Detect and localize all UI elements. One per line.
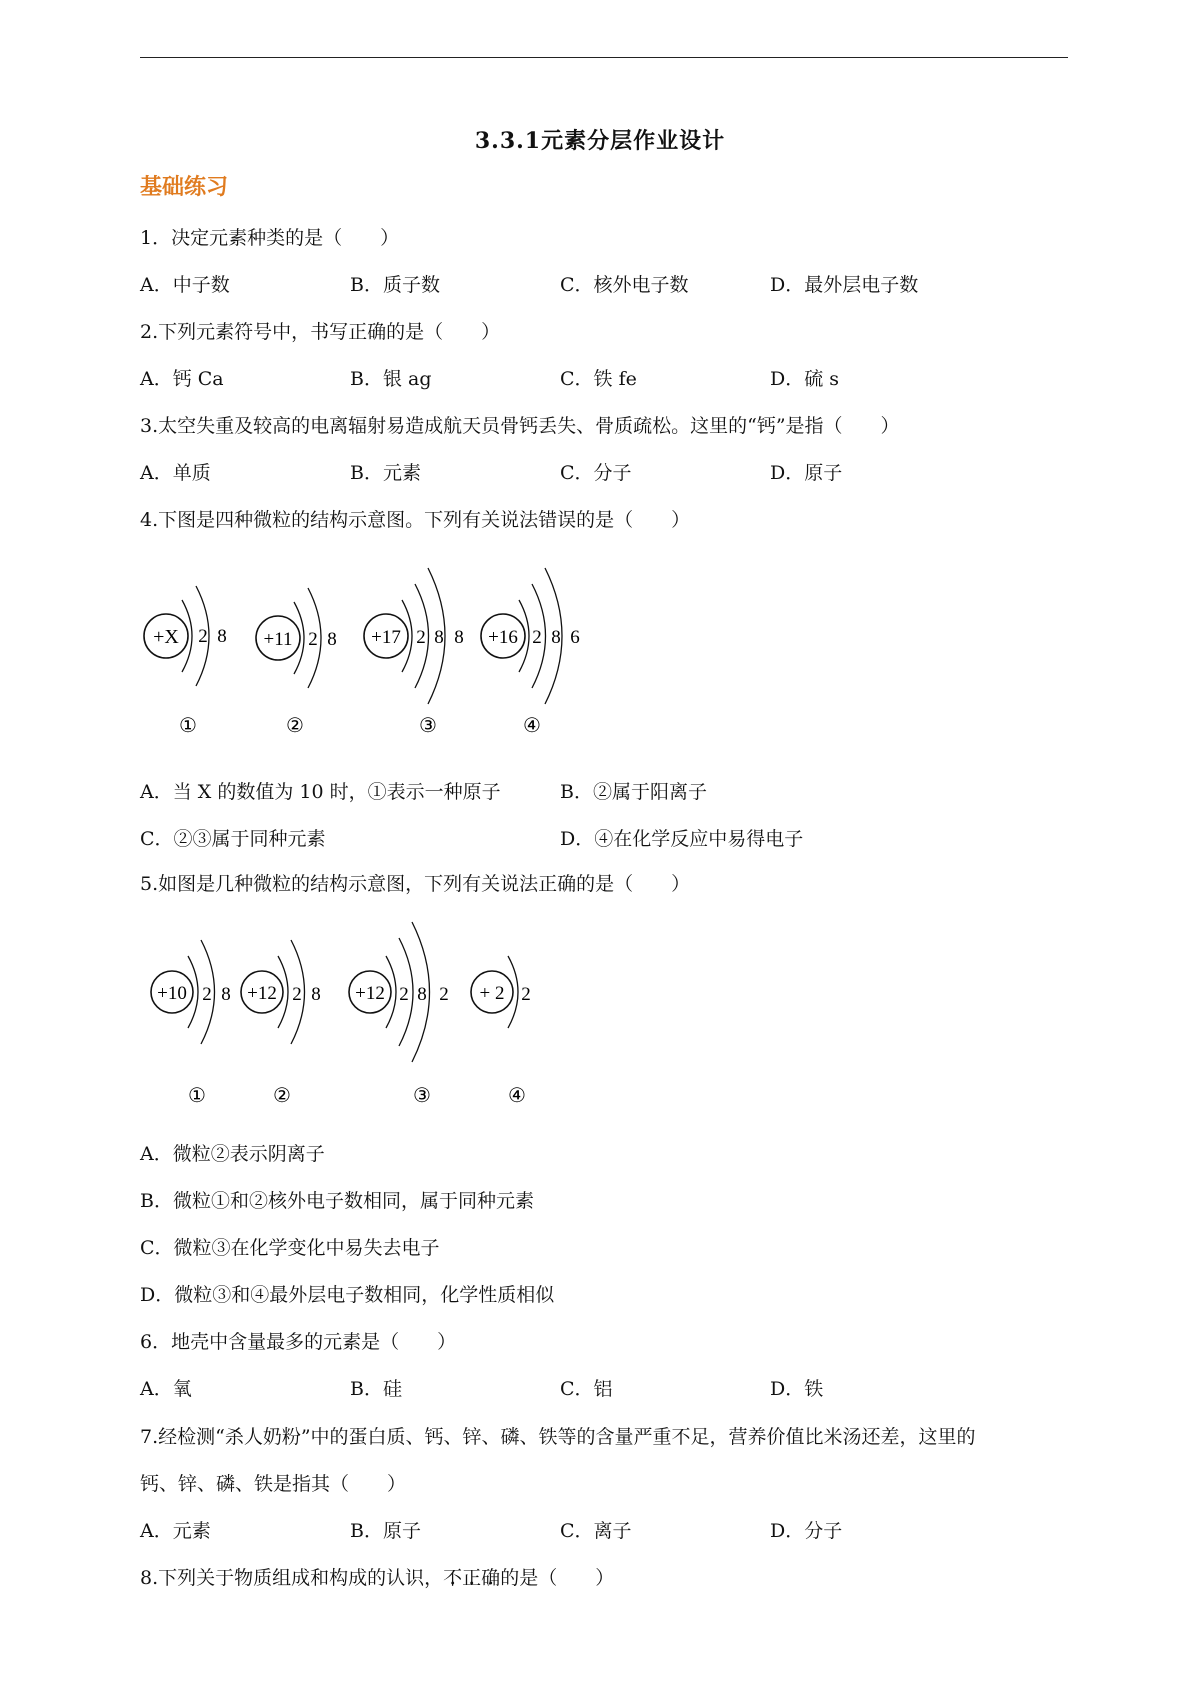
diagram-number: ① <box>188 1085 206 1107</box>
q1-option-c: C．核外电子数 <box>560 274 689 296</box>
q4-option-a: A．当 X 的数值为 10 时，①表示一种原子 <box>140 781 501 803</box>
shell-count: 6 <box>570 627 580 648</box>
q3-option-b: B．元素 <box>350 462 421 484</box>
q6-option-b: B．硅 <box>350 1378 402 1400</box>
atom-diagram-2-2 <box>241 940 321 1107</box>
nucleus-label: +X <box>153 626 179 648</box>
shell-count: 8 <box>454 627 464 648</box>
q4-option-d: D．④在化学反应中易得电子 <box>560 828 804 850</box>
question-2-stem: 2.下列元素符号中，书写正确的是（ ） <box>140 321 501 343</box>
q2-option-a: A．钙 Ca <box>140 368 224 390</box>
question-1-stem: 1．决定元素种类的是（ ） <box>140 227 400 249</box>
question-7-stem-line-1: 7.经检测“杀人奶粉”中的蛋白质、钙、锌、磷、铁等的含量严重不足，营养价值比米汤还差，这里的 <box>140 1426 976 1448</box>
q5-option-b: B．微粒①和②核外电子数相同，属于同种元素 <box>140 1190 534 1212</box>
shell-count: 2 <box>308 629 318 650</box>
diagram-number: ④ <box>523 715 541 737</box>
q2-option-d: D．硫 s <box>770 368 840 390</box>
q1-option-d: D．最外层电子数 <box>770 274 919 296</box>
q1-option-b: B．质子数 <box>350 274 440 296</box>
shell-count: 2 <box>532 627 542 648</box>
nucleus-label: + 2 <box>479 983 505 1004</box>
diagram-number: ② <box>286 715 304 737</box>
atom-diagram-2-3 <box>349 922 449 1107</box>
q5-option-c: C．微粒③在化学变化中易失去电子 <box>140 1237 440 1259</box>
shell-count: 2 <box>399 984 409 1005</box>
q7-option-d: D．分子 <box>770 1520 843 1542</box>
page-title: 3.3.1元素分层作业设计 <box>474 128 726 154</box>
emphasis-char: 确 <box>481 1567 501 1589</box>
diagram-number: ④ <box>508 1085 526 1107</box>
question-6-stem: 6．地壳中含量最多的元素是（ ） <box>140 1331 457 1353</box>
atom-structure-figure-2 <box>140 918 560 1108</box>
question-4-stem: 4.下图是四种微粒的结构示意图。下列有关说法错误的是（ ） <box>140 509 691 531</box>
shell-count: 2 <box>202 984 212 1005</box>
nucleus-label: +11 <box>263 629 293 650</box>
atom-diagram-1-1 <box>144 586 227 737</box>
q7-option-c: C．离子 <box>560 1520 632 1542</box>
q2-option-c: C．铁 fe <box>560 368 637 390</box>
q3-option-d: D．原子 <box>770 462 843 484</box>
shell-count: 2 <box>292 984 302 1005</box>
emphasis-char: 不 <box>443 1567 463 1589</box>
q2-option-b: B．银 ag <box>350 368 432 390</box>
q6-option-a: A．氧 <box>140 1378 192 1400</box>
q6-option-d: D．铁 <box>770 1378 824 1400</box>
diagram-number: ③ <box>413 1085 431 1107</box>
nucleus-label: +10 <box>157 983 187 1004</box>
atom-diagram-2-4 <box>471 956 531 1107</box>
q4-option-c: C．②③属于同种元素 <box>140 828 326 850</box>
diagram-number: ③ <box>419 715 437 737</box>
question-8-stem-start: 8.下列关于物质组成和构成的认识， <box>140 1567 444 1589</box>
q3-option-a: A．单质 <box>140 462 211 484</box>
q6-option-c: C．铝 <box>560 1378 613 1400</box>
emphasis-char: 正 <box>462 1567 482 1589</box>
q1-option-a: A．中子数 <box>140 274 230 296</box>
question-3-stem: 3.太空失重及较高的电离辐射易造成航天员骨钙丢失、骨质疏松。这里的“钙”是指（ ） <box>140 415 900 437</box>
shell-count: 2 <box>439 984 449 1005</box>
shell-count: 2 <box>521 984 531 1005</box>
question-5-stem: 5.如图是几种微粒的结构示意图，下列有关说法正确的是（ ） <box>140 873 691 895</box>
atom-diagram-1-2 <box>256 588 337 737</box>
emphasized-text <box>443 1567 500 1589</box>
question-8-stem <box>140 1563 614 1590</box>
atom-diagram-1-3 <box>364 568 464 737</box>
shell-count: 8 <box>221 984 231 1005</box>
nucleus-label: +12 <box>247 983 277 1004</box>
shell-count: 8 <box>217 626 227 647</box>
atom-diagram-1-4 <box>481 568 580 737</box>
shell-count: 8 <box>551 627 561 648</box>
question-8-stem-end: 的是（ ） <box>500 1567 615 1589</box>
atom-diagram-2-1 <box>151 940 231 1107</box>
nucleus-label: +12 <box>355 983 385 1004</box>
shell-count: 2 <box>198 626 208 647</box>
shell-count: 8 <box>417 984 427 1005</box>
q4-option-b: B．②属于阳离子 <box>560 781 707 803</box>
shell-count: 8 <box>434 627 444 648</box>
atom-structure-figure-1 <box>130 560 600 740</box>
shell-count: 2 <box>416 627 426 648</box>
diagram-number: ② <box>273 1085 291 1107</box>
nucleus-label: +16 <box>488 627 518 648</box>
q5-option-a: A．微粒②表示阴离子 <box>140 1143 325 1165</box>
q7-option-a: A．元素 <box>140 1520 211 1542</box>
q7-option-b: B．原子 <box>350 1520 421 1542</box>
question-7-stem-line-2: 钙、锌、磷、铁是指其（ ） <box>140 1473 407 1495</box>
q5-option-d: D．微粒③和④最外层电子数相同，化学性质相似 <box>140 1284 555 1306</box>
q3-option-c: C．分子 <box>560 462 632 484</box>
header-rule <box>140 57 1068 58</box>
shell-count: 8 <box>311 984 321 1005</box>
shell-count: 8 <box>327 629 337 650</box>
nucleus-label: +17 <box>371 627 401 648</box>
diagram-number: ① <box>179 715 197 737</box>
section-heading: 基础练习 <box>140 174 229 200</box>
